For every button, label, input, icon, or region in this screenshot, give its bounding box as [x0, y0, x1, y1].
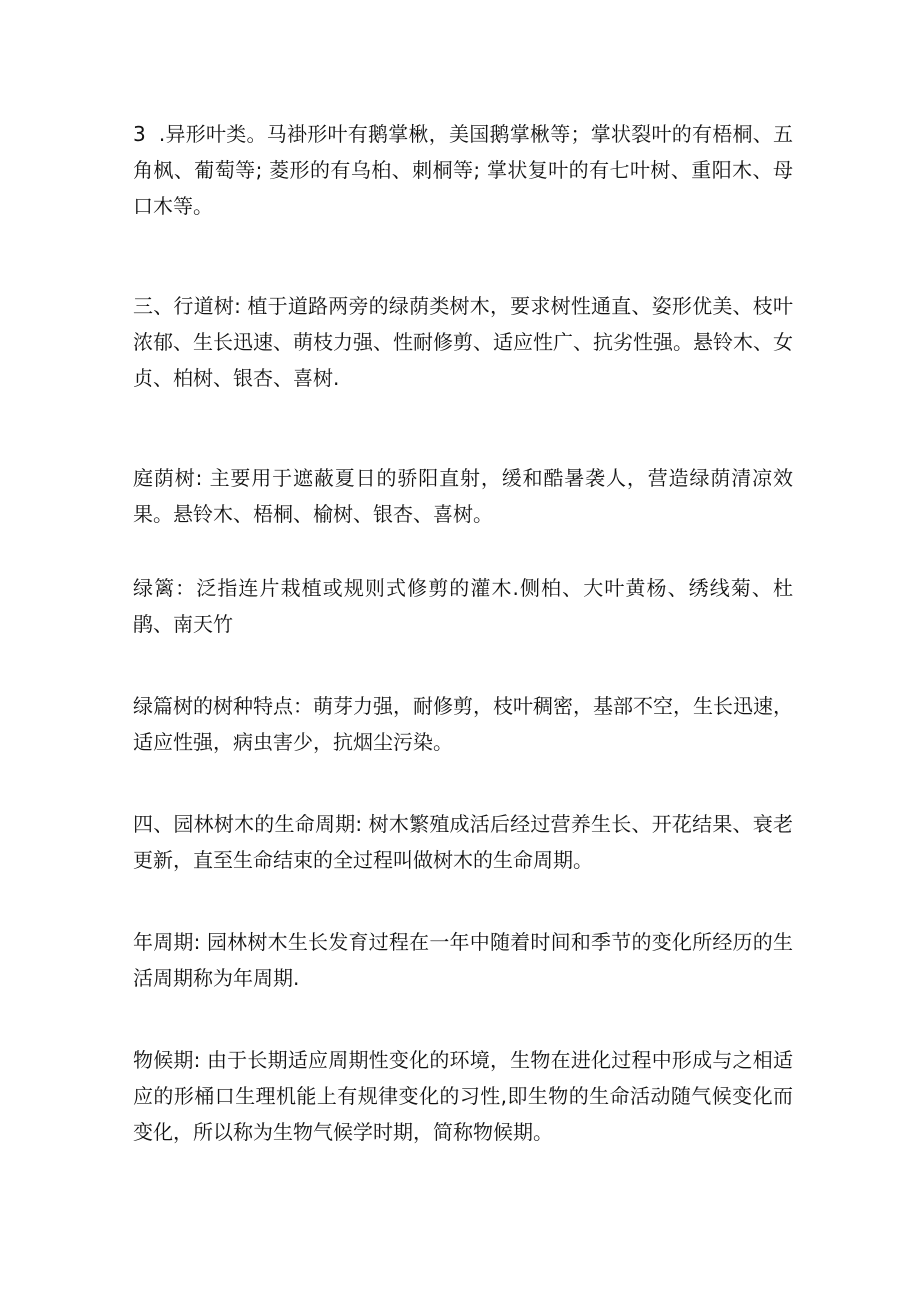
- paragraph-street-tree: 三、行道树: 植于道路两旁的绿荫类树木，要求树性通直、姿形优美、枝叶浓郁、生长迅速、萌枝力强、性耐修剪、适应性广、抗劣性强。悬铃木、女贞、柏树、银杏、喜树.: [133, 294, 793, 390]
- paragraph-hedge-traits: 绿篇树的树种特点：萌芽力强，耐修剪，枝叶稠密，基部不空，生长迅速，适应性强，病虫害少，抗烟尘污染。: [133, 694, 793, 754]
- paragraph-life-cycle: 四、园林树木的生命周期: 树木繁殖成活后经过营养生长、开花结果、衰老更新，直至生命结束的全过程叫做树木的生命周期。: [133, 812, 793, 872]
- paragraph-annual-cycle: 年周期: 园林树木生长发育过程在一年中随着时间和季节的变化所经历的生活周期称为年周期.: [133, 930, 793, 990]
- paragraph-phenophase: 物候期: 由于长期适应周期性变化的环境，生物在进化过程中形成与之相适应的形桶口生理机能上有规律变化的习性,即生物的生命活动随气候变化而变化，所以称为生物气候学时期，简称物候期。: [133, 1048, 793, 1144]
- paragraph-irregular-leaf: 3 .异形叶类。马褂形叶有鹅掌楸，美国鹅掌楸等；掌状裂叶的有梧桐、五角枫、葡萄等; 菱形的有乌桕、刺桐等; 掌状复叶的有七叶树、重阳木、母口木等。: [133, 122, 793, 218]
- paragraph-hedge: 绿篱：泛指连片栽植或规则式修剪的灌木.侧柏、大叶黄杨、绣线菊、杜鹃、南天竹: [133, 576, 793, 636]
- paragraph-shade-tree: 庭荫树: 主要用于遮蔽夏日的骄阳直射，缓和酷暑袭人，营造绿荫清凉效果。悬铃木、梧桐、榆树、银杏、喜树。: [133, 466, 793, 526]
